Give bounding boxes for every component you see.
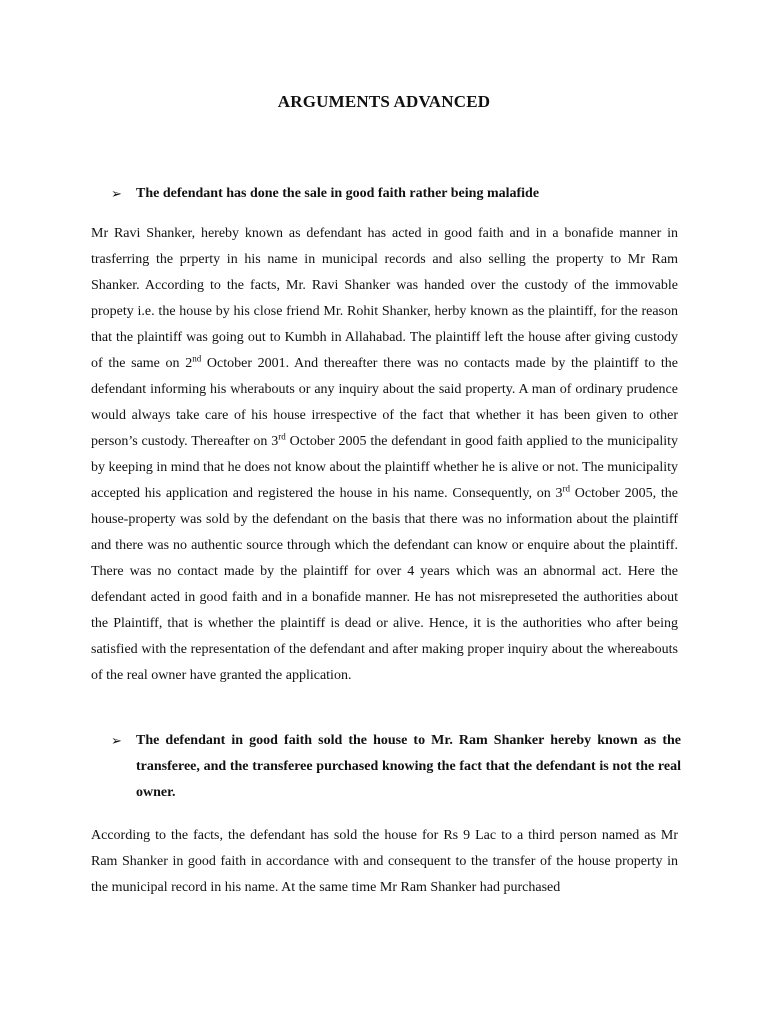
arrow-bullet-icon: ➢ [111,186,122,201]
section-heading-text: The defendant in good faith sold the house to Mr. Ram Shanker hereby known as the transferee, and the transferee purchased knowing the fact that the defendant is not the real owner. [136,733,681,800]
paragraph-text: According to the facts, the defendant has sold the house for Rs 9 Lac to a third person named as Mr Ram Shanker in good faith in accordance with and consequent to the transfer of the house property in the municipal record in his name. At the same time Mr Ram Shanker had purchased [91,828,678,895]
ordinal-suffix: rd [562,483,570,494]
paragraph-text-part: October 2005, the house-property was sold by the defendant on the basis that there was no information about the plaintiff and there was no authentic source through which the defendant can know or enquire about the plaintiff. There was no contact made by the plaintiff for over 4 years which was an abnormal act. Here the defendant acted in good faith and in a bonafide manner. He has not misrepreseted the authorities about the Plaintiff, that is whether the plaintiff is dead or alive. Hence, it is the authorities who after being satisfied with the representation of the defendant and after making proper inquiry about the whereabouts of the real owner have granted the application. [91,486,678,683]
section-heading-text: The defendant has done the sale in good faith rather being malafide [136,186,540,201]
paragraph-transferee [91,823,678,901]
ordinal-suffix: rd [278,431,286,442]
section-heading-good-faith [111,181,681,207]
arrow-bullet-icon: ➢ [111,733,122,748]
paragraph-text-part: October 2001. And thereafter there was no contacts made by the plaintiff to the defendant informing his wherabouts or any inquiry about the said property. A man of ordinary prudence would always take care of his house irrespective of the fact that whether it has been given to other person’s custody. Thereafter on 3 [91,356,679,449]
paragraph-good-faith [91,221,678,689]
section-heading-transferee [111,728,681,806]
ordinal-suffix: nd [192,353,202,364]
document-title: ARGUMENTS ADVANCED [277,92,491,111]
paragraph-text-part: Mr Ravi Shanker, hereby known as defendant has acted in good faith and in a bonafide manner in trasferring the prperty in his name in municipal records and also selling the property to Mr Ram Shanker. According to the facts, Mr. Ravi Shanker was handed over the custody of the immovable propety i.e. the house by his close friend Mr. Rohit Shanker, herby known as the plaintiff, for the reason that the plaintiff was going out to Kumbh in Allahabad. The plaintiff left the house after giving custody of the same on 2 [91,226,678,371]
paragraph-text-part: October 2005 the defendant in good faith applied to the municipality by keeping in mind that he does not know about the plaintiff whether he is alive or not. The municipality accepted his application and registered the house in his name. Consequently, on 3 [91,434,678,501]
